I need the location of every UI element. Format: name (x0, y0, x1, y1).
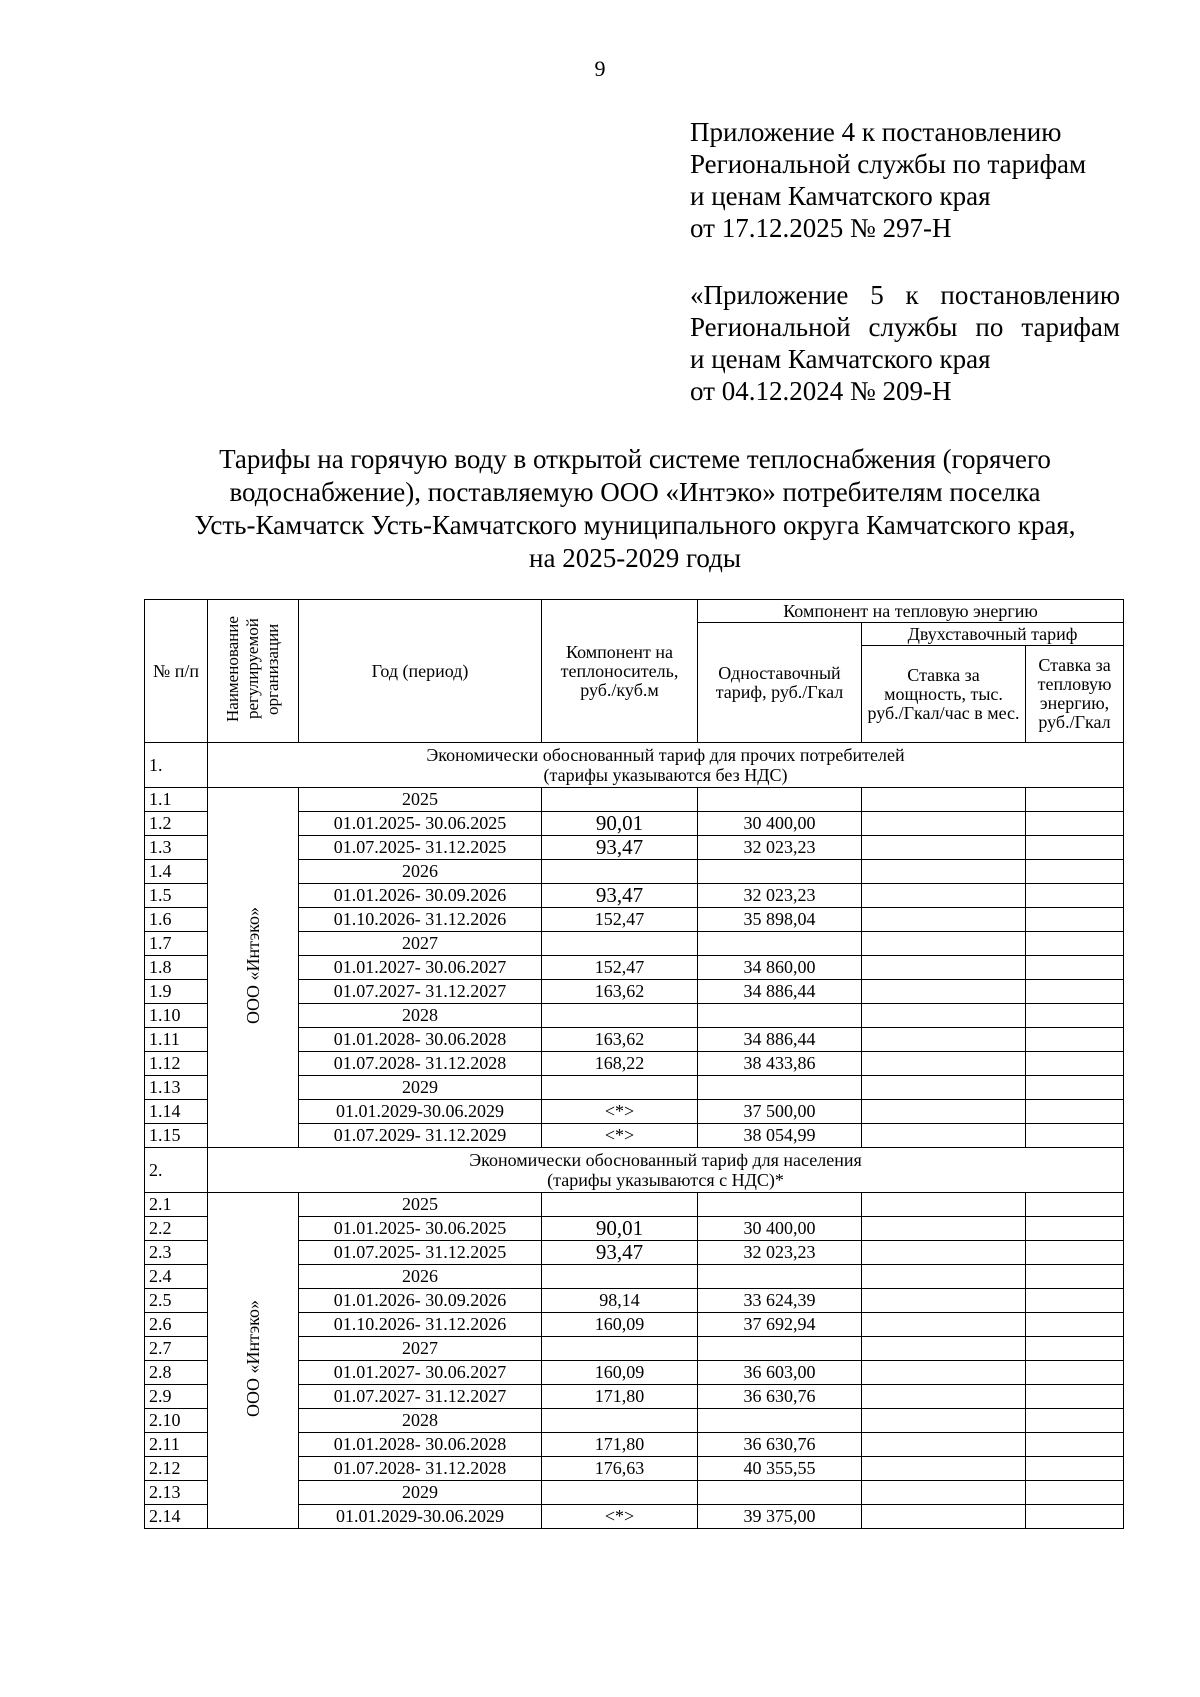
energy-rate-cell (1026, 1433, 1124, 1457)
period-cell: 2028 (299, 1004, 542, 1028)
header-org (208, 600, 299, 743)
carrier-cell: 152,47 (542, 908, 698, 932)
row-number: 1.1 (145, 788, 208, 812)
section-row (145, 743, 1124, 788)
row-number: 2.12 (145, 1457, 208, 1481)
header-heat-component: Компонент на тепловую энергию (698, 600, 1124, 623)
row-number: 1.6 (145, 908, 208, 932)
single-rate-cell (698, 1337, 862, 1361)
period-cell: 01.07.2025- 31.12.2025 (299, 1241, 542, 1265)
appendix-line: от 17.12.2025 № 297-Н (690, 213, 952, 243)
capacity-rate-cell (862, 1028, 1026, 1052)
title-line: Усть-Камчатск Усть-Камчатского муниципального округа Камчатского края, (194, 510, 1076, 540)
period-cell: 01.10.2026- 31.12.2026 (299, 1313, 542, 1337)
capacity-rate-cell (862, 908, 1026, 932)
row-number: 1.5 (145, 884, 208, 908)
period-cell: 01.01.2027- 30.06.2027 (299, 956, 542, 980)
period-cell: 01.01.2028- 30.06.2028 (299, 1028, 542, 1052)
period-cell: 2029 (299, 1481, 542, 1505)
period-cell: 01.07.2027- 31.12.2027 (299, 980, 542, 1004)
organization-cell (208, 1193, 299, 1529)
period-cell: 01.10.2026- 31.12.2026 (299, 908, 542, 932)
section-number: 2. (145, 1148, 208, 1193)
single-rate-cell: 37 500,00 (698, 1100, 862, 1124)
document-title (140, 443, 1130, 575)
capacity-rate-cell (862, 884, 1026, 908)
capacity-rate-cell (862, 932, 1026, 956)
energy-rate-cell (1026, 956, 1124, 980)
carrier-cell: 93,47 (542, 1241, 698, 1265)
carrier-cell (542, 1409, 698, 1433)
capacity-rate-cell (862, 956, 1026, 980)
energy-rate-cell (1026, 1289, 1124, 1313)
row-number: 2.6 (145, 1313, 208, 1337)
single-rate-cell (698, 1193, 862, 1217)
title-line: водоснабжение), поставляемую ООО «Интэко» потребителям поселка (229, 477, 1041, 507)
capacity-rate-cell (862, 1052, 1026, 1076)
single-rate-cell: 34 886,44 (698, 1028, 862, 1052)
carrier-cell: 171,80 (542, 1385, 698, 1409)
carrier-cell: 163,62 (542, 980, 698, 1004)
single-rate-cell (698, 1004, 862, 1028)
capacity-rate-cell (862, 788, 1026, 812)
period-cell: 2026 (299, 1265, 542, 1289)
carrier-cell: 171,80 (542, 1433, 698, 1457)
energy-rate-cell (1026, 1265, 1124, 1289)
energy-rate-cell (1026, 1004, 1124, 1028)
row-number: 1.8 (145, 956, 208, 980)
energy-rate-cell (1026, 1313, 1124, 1337)
single-rate-cell: 30 400,00 (698, 812, 862, 836)
appendix-line: и ценам Камчатского края (690, 344, 991, 374)
row-number: 2.3 (145, 1241, 208, 1265)
single-rate-cell (698, 1409, 862, 1433)
period-cell: 01.01.2027- 30.06.2027 (299, 1361, 542, 1385)
single-rate-cell: 39 375,00 (698, 1505, 862, 1529)
section-title (208, 743, 1124, 788)
carrier-cell (542, 1481, 698, 1505)
capacity-rate-cell (862, 1124, 1026, 1148)
section-title-line: Экономически обоснованный тариф для населения (469, 1150, 862, 1170)
capacity-rate-cell (862, 1481, 1026, 1505)
carrier-cell (542, 1337, 698, 1361)
carrier-cell: 160,09 (542, 1361, 698, 1385)
period-cell: 01.01.2029-30.06.2029 (299, 1100, 542, 1124)
carrier-cell (542, 1193, 698, 1217)
title-line: Тарифы на горячую воду в открытой системе теплоснабжения (горячего (219, 444, 1051, 474)
energy-rate-cell (1026, 1124, 1124, 1148)
single-rate-cell: 30 400,00 (698, 1217, 862, 1241)
carrier-cell (542, 932, 698, 956)
capacity-rate-cell (862, 1004, 1026, 1028)
capacity-rate-cell (862, 1265, 1026, 1289)
row-number: 2.8 (145, 1361, 208, 1385)
single-rate-cell: 34 886,44 (698, 980, 862, 1004)
row-number: 2.11 (145, 1433, 208, 1457)
capacity-rate-cell (862, 1337, 1026, 1361)
capacity-rate-cell (862, 1217, 1026, 1241)
single-rate-cell (698, 932, 862, 956)
energy-rate-cell (1026, 1028, 1124, 1052)
single-rate-cell (698, 1265, 862, 1289)
single-rate-cell: 36 630,76 (698, 1433, 862, 1457)
capacity-rate-cell (862, 836, 1026, 860)
carrier-cell (542, 1265, 698, 1289)
header-two-rate: Двухставочный тариф (862, 623, 1124, 646)
period-cell: 2028 (299, 1409, 542, 1433)
single-rate-cell: 33 624,39 (698, 1289, 862, 1313)
energy-rate-cell (1026, 812, 1124, 836)
energy-rate-cell (1026, 932, 1124, 956)
energy-rate-cell (1026, 1385, 1124, 1409)
capacity-rate-cell (862, 860, 1026, 884)
capacity-rate-cell (862, 1241, 1026, 1265)
period-cell: 01.07.2029- 31.12.2029 (299, 1124, 542, 1148)
period-cell: 2025 (299, 788, 542, 812)
appendix-line: «Приложение 5 к постановлению (690, 280, 1120, 310)
period-cell: 2027 (299, 932, 542, 956)
row-number: 1.3 (145, 836, 208, 860)
carrier-cell: 90,01 (542, 812, 698, 836)
row-number: 1.15 (145, 1124, 208, 1148)
header-num: № п/п (145, 600, 208, 743)
period-cell: 2025 (299, 1193, 542, 1217)
carrier-cell: <*> (542, 1100, 698, 1124)
row-number: 2.4 (145, 1265, 208, 1289)
appendix-line: от 04.12.2024 № 209-Н (690, 376, 952, 406)
single-rate-cell: 40 355,55 (698, 1457, 862, 1481)
organization-cell (208, 788, 299, 1148)
section-title (208, 1148, 1124, 1193)
row-number: 1.2 (145, 812, 208, 836)
section-title-line: Экономически обоснованный тариф для прочих потребителей (426, 745, 905, 765)
period-cell: 01.01.2026- 30.09.2026 (299, 884, 542, 908)
row-number: 2.10 (145, 1409, 208, 1433)
row-number: 2.7 (145, 1337, 208, 1361)
capacity-rate-cell (862, 980, 1026, 1004)
carrier-cell: <*> (542, 1505, 698, 1529)
period-cell: 01.07.2025- 31.12.2025 (299, 836, 542, 860)
single-rate-cell (698, 860, 862, 884)
row-number: 2.5 (145, 1289, 208, 1313)
capacity-rate-cell (862, 1193, 1026, 1217)
energy-rate-cell (1026, 1481, 1124, 1505)
header-capacity-rate: Ставка за мощность, тыс. руб./Гкал/час в мес. (862, 646, 1026, 743)
header-carrier: Компонент на теплоноситель, руб./куб.м (542, 600, 698, 743)
header-energy-rate: Ставка за тепловую энергию, руб./Гкал (1026, 646, 1124, 743)
capacity-rate-cell (862, 1433, 1026, 1457)
carrier-cell: 152,47 (542, 956, 698, 980)
section-row (145, 1148, 1124, 1193)
carrier-cell: 93,47 (542, 836, 698, 860)
carrier-cell: <*> (542, 1124, 698, 1148)
carrier-cell: 98,14 (542, 1289, 698, 1313)
carrier-cell (542, 788, 698, 812)
energy-rate-cell (1026, 1241, 1124, 1265)
row-number: 1.9 (145, 980, 208, 1004)
capacity-rate-cell (862, 1313, 1026, 1337)
energy-rate-cell (1026, 1505, 1124, 1529)
single-rate-cell: 32 023,23 (698, 884, 862, 908)
energy-rate-cell (1026, 1100, 1124, 1124)
header-org-label: Наименование регулируемой организации (223, 616, 282, 722)
appendix-line: Региональной службы по тарифам (690, 312, 1120, 342)
energy-rate-cell (1026, 1361, 1124, 1385)
period-cell: 2026 (299, 860, 542, 884)
row-number: 1.13 (145, 1076, 208, 1100)
period-cell: 2027 (299, 1337, 542, 1361)
carrier-cell: 160,09 (542, 1313, 698, 1337)
table-row (145, 1193, 1124, 1217)
section-title-line: (тарифы указываются без НДС) (543, 765, 788, 785)
carrier-cell: 163,62 (542, 1028, 698, 1052)
single-rate-cell: 36 630,76 (698, 1385, 862, 1409)
appendix-line: Региональной службы по тарифам (690, 149, 1087, 179)
period-cell: 01.01.2025- 30.06.2025 (299, 812, 542, 836)
carrier-cell (542, 1076, 698, 1100)
energy-rate-cell (1026, 908, 1124, 932)
single-rate-cell (698, 1076, 862, 1100)
period-cell: 01.07.2028- 31.12.2028 (299, 1457, 542, 1481)
capacity-rate-cell (862, 812, 1026, 836)
energy-rate-cell (1026, 788, 1124, 812)
row-number: 1.10 (145, 1004, 208, 1028)
appendix-previous (690, 279, 1120, 407)
period-cell: 01.07.2027- 31.12.2027 (299, 1385, 542, 1409)
appendix-current (690, 116, 1120, 244)
organization-name: ООО «Интэко» (243, 1300, 263, 1417)
capacity-rate-cell (862, 1457, 1026, 1481)
row-number: 2.14 (145, 1505, 208, 1529)
carrier-cell: 176,63 (542, 1457, 698, 1481)
capacity-rate-cell (862, 1289, 1026, 1313)
energy-rate-cell (1026, 836, 1124, 860)
energy-rate-cell (1026, 1409, 1124, 1433)
single-rate-cell: 38 054,99 (698, 1124, 862, 1148)
period-cell: 01.01.2029-30.06.2029 (299, 1505, 542, 1529)
energy-rate-cell (1026, 1193, 1124, 1217)
page-number: 9 (594, 56, 606, 81)
capacity-rate-cell (862, 1076, 1026, 1100)
period-cell: 01.01.2025- 30.06.2025 (299, 1217, 542, 1241)
carrier-cell (542, 1004, 698, 1028)
capacity-rate-cell (862, 1505, 1026, 1529)
capacity-rate-cell (862, 1409, 1026, 1433)
single-rate-cell: 36 603,00 (698, 1361, 862, 1385)
appendix-line: и ценам Камчатского края (690, 181, 991, 211)
energy-rate-cell (1026, 1052, 1124, 1076)
single-rate-cell: 37 692,94 (698, 1313, 862, 1337)
row-number: 2.13 (145, 1481, 208, 1505)
energy-rate-cell (1026, 980, 1124, 1004)
row-number: 1.4 (145, 860, 208, 884)
header-single-rate: Одноставочный тариф, руб./Гкал (698, 623, 862, 743)
single-rate-cell (698, 788, 862, 812)
single-rate-cell: 35 898,04 (698, 908, 862, 932)
row-number: 2.2 (145, 1217, 208, 1241)
row-number: 2.1 (145, 1193, 208, 1217)
single-rate-cell: 34 860,00 (698, 956, 862, 980)
title-line: на 2025-2029 годы (529, 543, 741, 573)
section-title-line: (тарифы указываются с НДС)* (547, 1170, 784, 1190)
single-rate-cell (698, 1481, 862, 1505)
capacity-rate-cell (862, 1361, 1026, 1385)
period-cell: 01.07.2028- 31.12.2028 (299, 1052, 542, 1076)
energy-rate-cell (1026, 860, 1124, 884)
energy-rate-cell (1026, 1217, 1124, 1241)
row-number: 1.7 (145, 932, 208, 956)
energy-rate-cell (1026, 884, 1124, 908)
capacity-rate-cell (862, 1100, 1026, 1124)
energy-rate-cell (1026, 1337, 1124, 1361)
organization-name: ООО «Интэко» (243, 907, 263, 1024)
carrier-cell: 90,01 (542, 1217, 698, 1241)
single-rate-cell: 32 023,23 (698, 1241, 862, 1265)
header-row (145, 600, 1124, 623)
appendix-line: Приложение 4 к постановлению (690, 117, 1062, 147)
carrier-cell: 168,22 (542, 1052, 698, 1076)
period-cell: 2029 (299, 1076, 542, 1100)
single-rate-cell: 32 023,23 (698, 836, 862, 860)
carrier-cell: 93,47 (542, 884, 698, 908)
header-period: Год (период) (299, 600, 542, 743)
single-rate-cell: 38 433,86 (698, 1052, 862, 1076)
energy-rate-cell (1026, 1457, 1124, 1481)
section-number: 1. (145, 743, 208, 788)
capacity-rate-cell (862, 1385, 1026, 1409)
period-cell: 01.01.2026- 30.09.2026 (299, 1289, 542, 1313)
energy-rate-cell (1026, 1076, 1124, 1100)
row-number: 2.9 (145, 1385, 208, 1409)
row-number: 1.11 (145, 1028, 208, 1052)
period-cell: 01.01.2028- 30.06.2028 (299, 1433, 542, 1457)
carrier-cell (542, 860, 698, 884)
table-row (145, 788, 1124, 812)
row-number: 1.14 (145, 1100, 208, 1124)
row-number: 1.12 (145, 1052, 208, 1076)
tariff-table (144, 599, 1124, 1529)
